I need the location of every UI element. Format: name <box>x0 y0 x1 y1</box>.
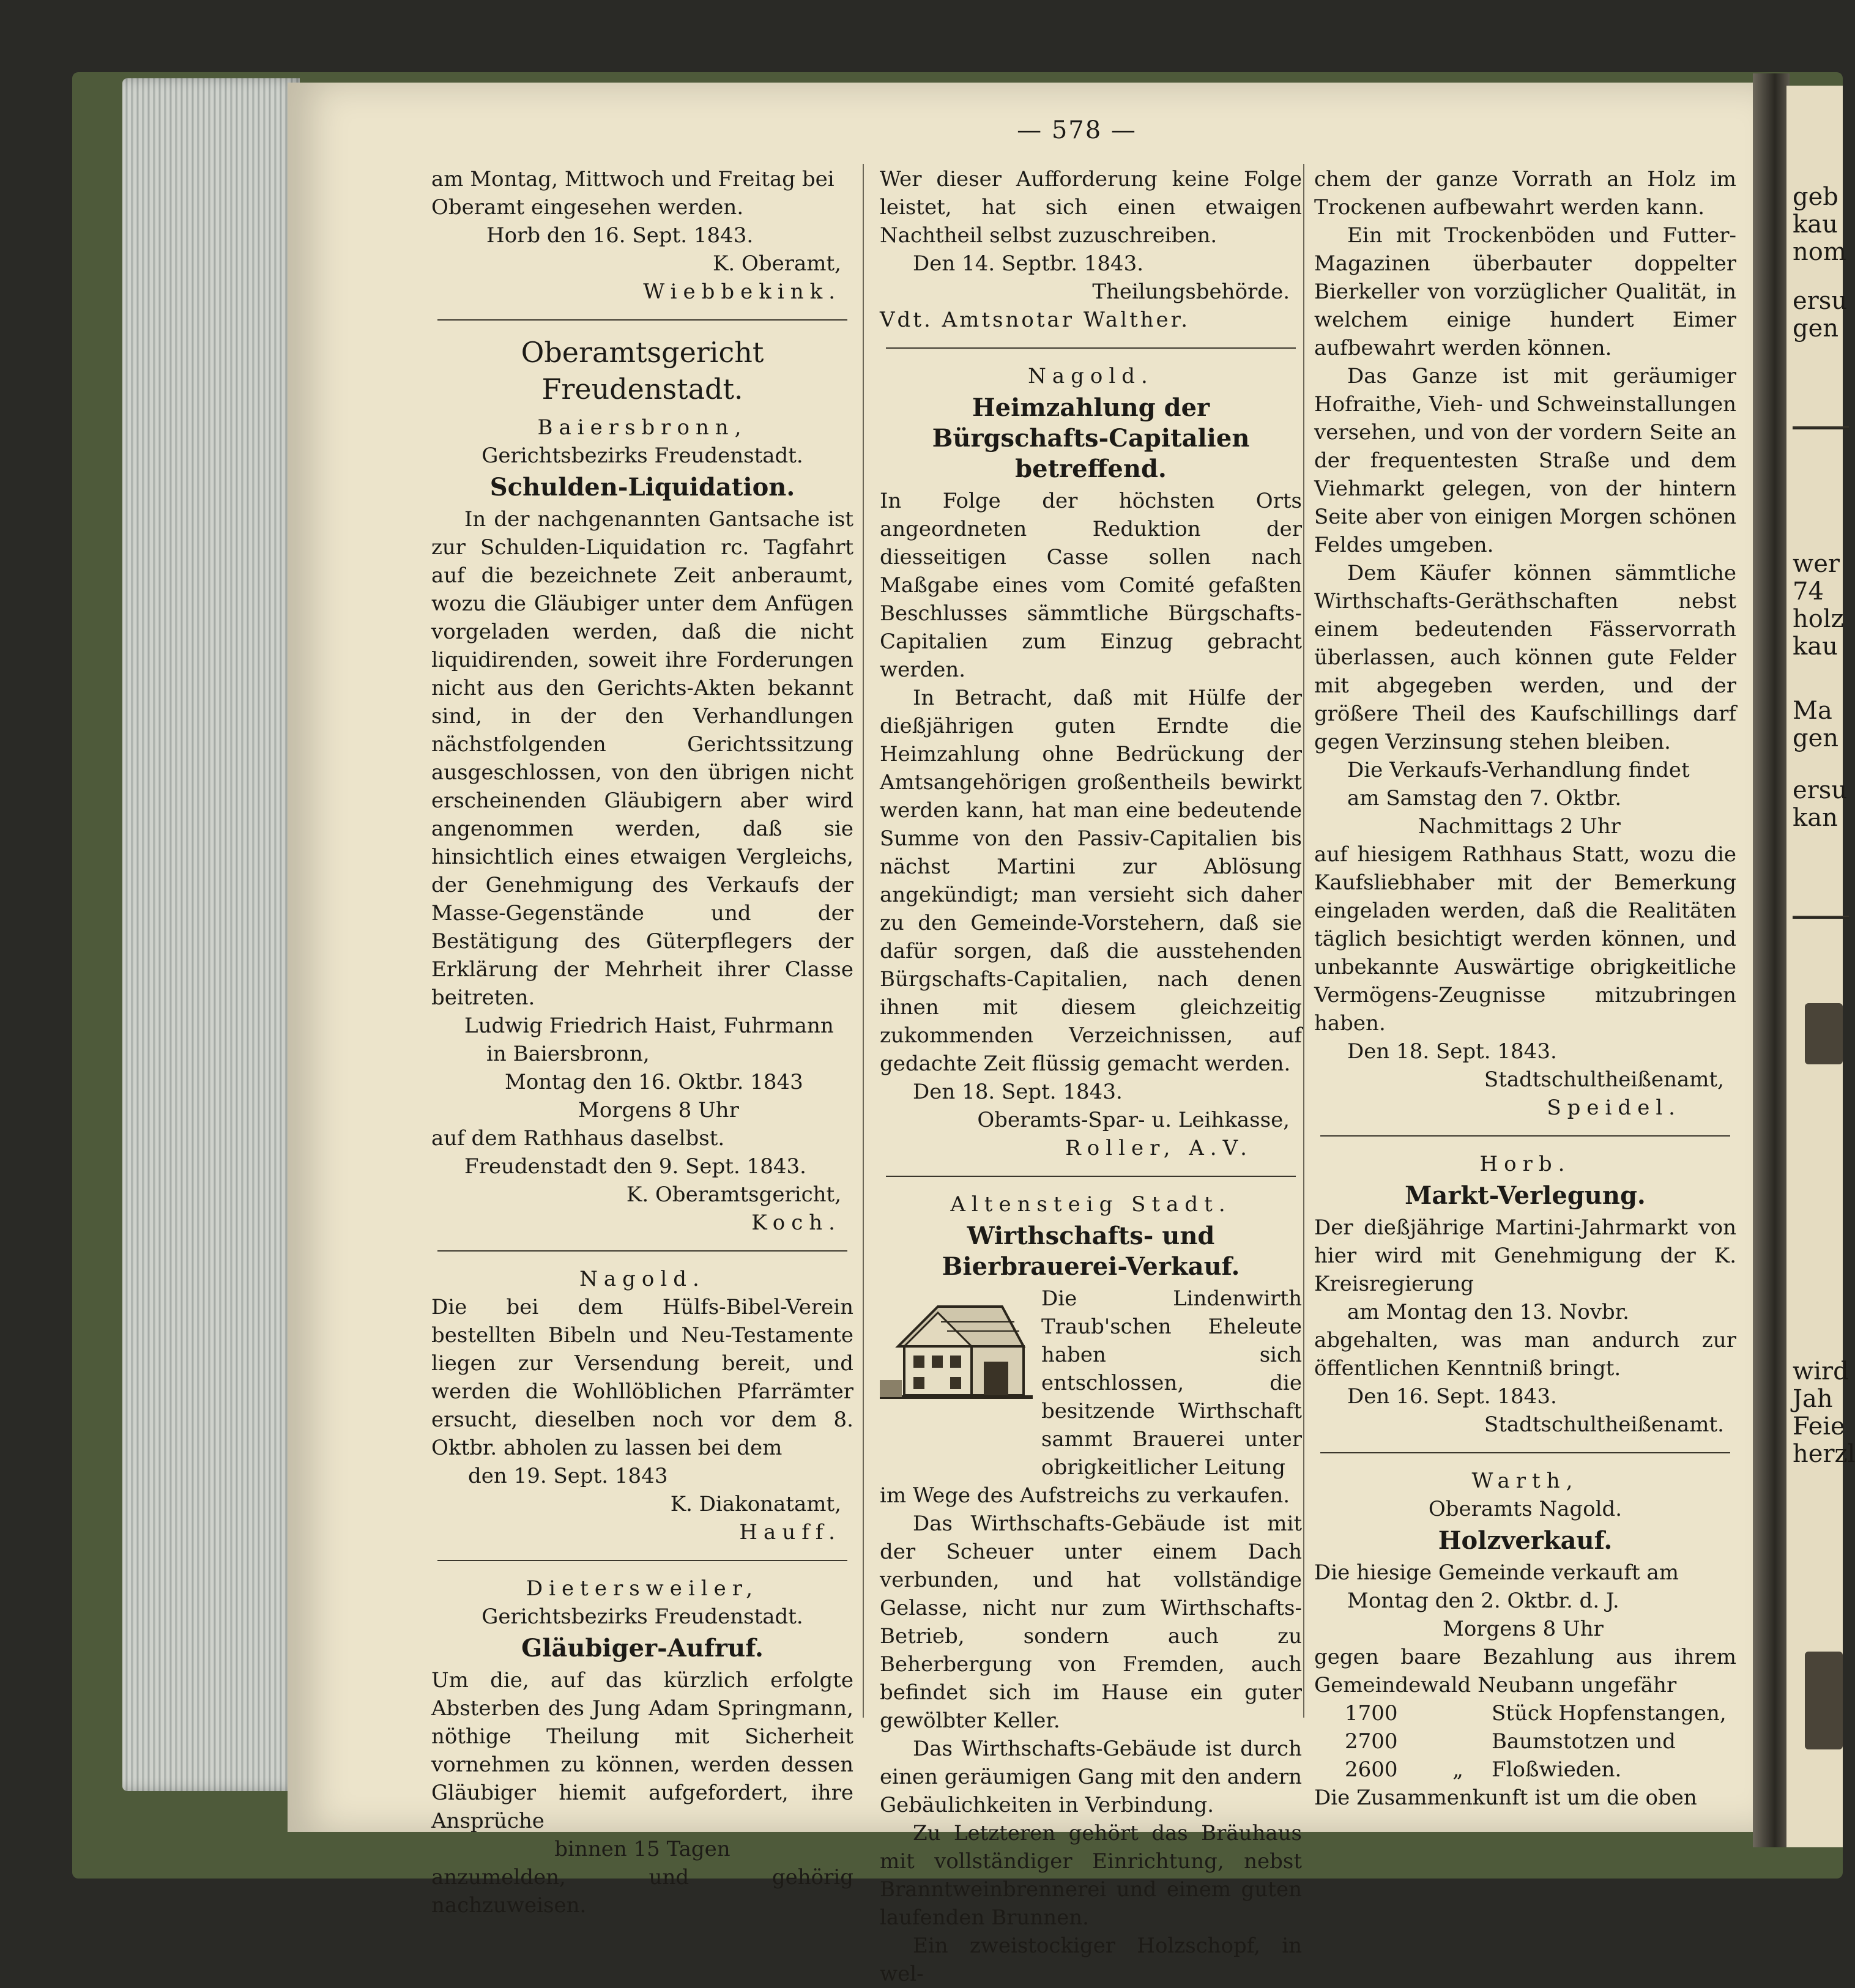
notice-title: Heimzahlung der Bürgschafts-Capitalien betreffend. <box>932 393 1250 483</box>
text-fragment: 74 <box>1793 577 1824 606</box>
text-fragment: Feie <box>1793 1412 1845 1441</box>
notice-body: Ein mit Trockenböden und Futter-Magazinen überbauter doppelter Bierkeller von vorzüglicher Qualität, in welchem einige hundert Eimer aufbewahrt werden können. <box>1314 223 1736 360</box>
divider <box>1793 426 1849 429</box>
place-name: Nagold. <box>1028 364 1154 388</box>
notice-body: In Folge der höchsten Orts angeordneten Reduktion der diesseitigen Casse sollen nach Maßgabe eines vom Comité gefaßten Beschlusses sämmtliche Bürgschafts-Capitalien zum Einzug gebracht werden. <box>880 489 1302 682</box>
text-fragment: Ma <box>1793 697 1832 725</box>
quantity: 2700 <box>1345 1729 1398 1754</box>
text-fragment: ersu <box>1793 776 1848 804</box>
notice-body: Die Lindenwirth Traub'schen Eheleute haben sich entschlossen, die besitzende Wirthschaft sammt Brauerei unter obrigkeitlicher Leitung <box>1041 1286 1302 1480</box>
text-fragment: geb <box>1793 183 1838 211</box>
divider <box>437 1250 847 1252</box>
illustration-fragment <box>1805 1652 1843 1749</box>
column-2 <box>880 165 1302 1988</box>
signature: K. Oberamt, <box>712 251 841 276</box>
quantity: 2600 <box>1345 1757 1398 1782</box>
signature: Speidel. <box>1547 1096 1681 1120</box>
item-description: Floßwieden. <box>1492 1757 1622 1782</box>
text-fragment: holz <box>1793 605 1844 633</box>
notice-body: Das Wirthschafts-Gebäude ist durch einen geräumigen Gang mit den andern Gebäulichkeiten in Verbindung. <box>880 1737 1303 1817</box>
notice-title: Holzverkauf. <box>1438 1526 1613 1555</box>
place-name: Baiersbronn, <box>537 415 748 440</box>
text-line: Die hiesige Gemeinde verkauft am <box>1314 1560 1679 1585</box>
notice-body: Wer dieser Aufforderung keine Folge leistet, hat sich einen etwaigen Nachtheil selbst zuzuschreiben. <box>880 167 1302 248</box>
date-line: am Montag den 13. Novbr. <box>1347 1300 1629 1324</box>
text-fragment: herzl <box>1793 1440 1855 1468</box>
divider <box>1793 916 1849 919</box>
date-line: Den 18. Sept. 1843. <box>913 1080 1123 1104</box>
date-line: Horb den 16. Sept. 1843. <box>486 223 754 248</box>
text-fragment: Jah <box>1793 1385 1833 1413</box>
text-line: am Montag, Mittwoch und Freitag bei <box>431 167 835 191</box>
text-fragment: gen <box>1793 724 1839 752</box>
divider <box>1320 1452 1730 1453</box>
divider <box>886 347 1296 349</box>
district: Gerichtsbezirks Freudenstadt. <box>481 1604 803 1629</box>
location: auf dem Rathhaus daselbst. <box>431 1126 725 1151</box>
text-fragment: wer <box>1793 550 1840 578</box>
notice-body: Dem Käufer können sämmtliche Wirthschafts-Geräthschaften nebst einem bedeutenden Fässervorrath überlassen, auch können gute Felder mit abgegeben werden, und der größere Theil des Kaufschillings darf gegen Verzinsung stehen bleiben. <box>1314 561 1736 754</box>
signature: Theilungsbehörde. <box>1092 280 1290 304</box>
notice-body: Das Ganze ist mit geräumiger Hofraithe, Vieh- und Schweinstallungen versehen, und von der vordern Seite an der frequentesten Straße und dem Viehmarkt gelegen, von der hintern Seite aber von einigen Morgen schönen Feldes umgeben. <box>1314 364 1736 557</box>
divider <box>437 1560 847 1561</box>
time-line: Nachmittags 2 Uhr <box>1418 814 1621 839</box>
date-line: Den 16. Sept. 1843. <box>1347 1384 1557 1409</box>
notice-body: Zu Letzteren gehört das Bräuhaus mit vollständiger Einrichtung, nebst Branntweinbrennerei und einem guten laufenden Brunnen. <box>880 1821 1302 1930</box>
notice-title: Wirthschafts- und Bierbrauerei-Verkauf. <box>942 1222 1240 1281</box>
notice-body: Ein zweistockiger Holzschopf, in wel- <box>880 1934 1302 1986</box>
signature: K. Oberamtsgericht, <box>626 1182 841 1207</box>
place-name: Altensteig Stadt. <box>950 1192 1232 1217</box>
divider <box>1320 1135 1730 1137</box>
list-item <box>1314 1756 1736 1784</box>
quantity: 1700 <box>1345 1701 1398 1726</box>
ditto-mark <box>1424 1727 1492 1756</box>
place-name: Horb. <box>1479 1152 1571 1176</box>
signature: Stadtschultheißenamt. <box>1484 1412 1724 1437</box>
date-line: den 19. Sept. 1843 <box>468 1464 668 1488</box>
notice-title: Schulden-Liquidation. <box>489 473 795 502</box>
column-3 <box>1314 165 1736 1812</box>
notice-body: Die bei dem Hülfs-Bibel-Verein bestellten Bibeln und Neu-Testamente liegen zur Versendung bereit, und werden die Wohllöblichen Pfarrämter ersucht, dieselben noch vor dem 8. Oktbr. abholen zu lassen bei dem <box>431 1295 853 1460</box>
signature: Roller, A.V. <box>1065 1136 1253 1160</box>
text-fragment: ersu <box>1793 287 1848 315</box>
date-line: Den 18. Sept. 1843. <box>1347 1039 1557 1064</box>
district: Gerichtsbezirks Freudenstadt. <box>481 443 803 468</box>
district: Oberamts Nagold. <box>1428 1497 1623 1521</box>
notice-title: Gläubiger-Aufruf. <box>521 1634 764 1663</box>
date-line: am Samstag den 7. Oktbr. <box>1347 786 1622 810</box>
notice-body: chem der ganze Vorrath an Holz im Trockenen aufbewahrt werden kann. <box>1314 167 1736 220</box>
notice-body: Der dießjährige Martini-Jahrmarkt von hier wird mit Genehmigung der K. Kreisregierung <box>1314 1215 1736 1296</box>
divider <box>886 1176 1296 1177</box>
illustrated-paragraph <box>880 1285 1302 1482</box>
illustration-fragment <box>1805 1003 1843 1064</box>
signature: Hauff. <box>739 1520 841 1545</box>
notice-body: In der nachgenannten Gantsache ist zur Schulden-Liquidation rc. Tagfahrt auf die bezeichnete Zeit anberaumt, wozu die Gläubiger unter dem Anfügen vorgeladen werden, daß die nicht liquidirenden, soweit ihre Forderungen nicht aus den Gerichts-Akten bekannt sind, in der den Verhandlungen nächstfolgenden Gerichtssitzung ausgeschlossen, von den übrigen nicht erscheinenden Gläubigern aber wird angenommen werden, daß sie hinsichtlich eines etwaigen Vergleichs, der Genehmigung des Verkaufs der Masse-Gegenstände und der Bestätigung des Güterpflegers der Erklärung der Mehrheit ihrer Classe beitreten. <box>431 507 853 1010</box>
notice-body: Um die, auf das kürzlich erfolgte Absterben des Jung Adam Springmann, nöthige Theilung mit Sicherheit vornehmen zu können, werden dessen Gläubiger hiemit aufgefordert, ihre Ansprüche <box>431 1668 853 1833</box>
divider <box>437 319 847 321</box>
place-name: Dietersweiler, <box>526 1576 759 1601</box>
text-line: Die Zusammenkunft ist um die oben <box>1314 1786 1697 1810</box>
page-number: — 578 — <box>1017 116 1137 144</box>
column-1 <box>431 165 853 1919</box>
person: in Baiersbronn, <box>486 1042 650 1066</box>
date-line: Freudenstadt den 9. Sept. 1843. <box>464 1154 806 1179</box>
place-name: Nagold. <box>579 1267 705 1291</box>
section-heading: Oberamtsgericht Freudenstadt. <box>521 336 764 406</box>
text-fragment: kau <box>1793 210 1838 239</box>
text-fragment: kau <box>1793 632 1838 661</box>
signature: Vdt. Amtsnotar Walther. <box>880 308 1191 332</box>
column-divider <box>1303 164 1304 1718</box>
notice-body: auf hiesigem Rathhaus Statt, wozu die Kaufsliebhaber mit der Bemerkung eingeladen werden, daß die Realitäten täglich besichtigt werden können, und unbekannte Auswärtige obrigkeitliche Vermögens-Zeugnisse mitzubringen haben. <box>1314 842 1736 1036</box>
signature: Oberamts-Spar- u. Leihkasse, <box>977 1108 1290 1132</box>
text-fragment: nom <box>1793 238 1846 266</box>
house-drawing <box>880 1288 1033 1411</box>
time-line: Morgens 8 Uhr <box>1443 1617 1604 1641</box>
signature: Wiebbekink. <box>643 280 841 304</box>
signature: Koch. <box>751 1211 841 1235</box>
notice-body: gegen baare Bezahlung aus ihrem Gemeindewald Neubann ungefähr <box>1314 1645 1736 1697</box>
item-description: Baumstotzen und <box>1492 1729 1676 1754</box>
list-item <box>1314 1727 1736 1756</box>
text-line: Die Verkaufs-Verhandlung findet <box>1347 758 1690 782</box>
notice-body: Das Wirthschafts-Gebäude ist mit der Scheuer unter einem Dach verbunden, und hat vollständige Gelasse, nicht nur zum Wirthschafts-Betrieb, sondern auch zu Beherbergung von Fremden, auch befindet sich im Hause ein guter gewölbter Keller. <box>880 1511 1302 1733</box>
text-fragment: wird <box>1793 1357 1849 1385</box>
text-line: im Wege des Aufstreichs zu verkaufen. <box>880 1483 1290 1508</box>
date-line: Montag den 16. Oktbr. 1843 <box>505 1070 803 1094</box>
ditto-mark <box>1424 1699 1492 1727</box>
place-name: Warth, <box>1471 1469 1579 1493</box>
item-description: Stück Hopfenstangen, <box>1492 1701 1727 1726</box>
person: Ludwig Friedrich Haist, Fuhrmann <box>464 1014 834 1038</box>
notice-body: In Betracht, daß mit Hülfe der dießjährigen guten Erndte die Heimzahlung ohne Bedrückung der Amtsangehörigen großentheils bewirkt werden kann, hat man eine bedeutende Summe von den Passiv-Capitalien bis nächst Martini zur Ablösung angekündigt; man versieht sich daher zu den Gemeinde-Vorstehern, daß sie dafür sorgen, daß die ausstehenden Bürgschafts-Capitalien, nach denen ihnen mit diesem gleichzeitig zukommenden Verzeichnissen, auf gedachte Zeit flüssig gemacht werden. <box>880 686 1302 1076</box>
notice-title: Markt-Verlegung. <box>1405 1181 1646 1210</box>
page-edges <box>122 78 300 1791</box>
book-gutter <box>1753 73 1790 1847</box>
column-divider <box>863 164 864 1718</box>
deadline: binnen 15 Tagen <box>554 1837 730 1861</box>
text-line: Oberamt eingesehen werden. <box>431 195 744 220</box>
list-item <box>1314 1699 1736 1727</box>
text-fragment: kan <box>1793 804 1838 832</box>
text-line: anzumelden, und gehörig nachzuweisen. <box>431 1865 853 1918</box>
time-line: Morgens 8 Uhr <box>578 1098 739 1122</box>
notice-body: abgehalten, was man andurch zur öffentlichen Kenntniß bringt. <box>1314 1328 1736 1381</box>
text-fragment: gen <box>1793 314 1839 343</box>
signature: K. Diakonatamt, <box>670 1492 841 1516</box>
signature: Stadtschultheißenamt, <box>1484 1067 1724 1092</box>
next-page-edge <box>1786 86 1855 1847</box>
date-line: Den 14. Septbr. 1843. <box>913 251 1144 276</box>
date-line: Montag den 2. Oktbr. d. J. <box>1347 1589 1619 1613</box>
ditto-mark: „ <box>1452 1757 1463 1782</box>
house-illustration <box>880 1288 1033 1411</box>
wood-list <box>1314 1699 1736 1784</box>
